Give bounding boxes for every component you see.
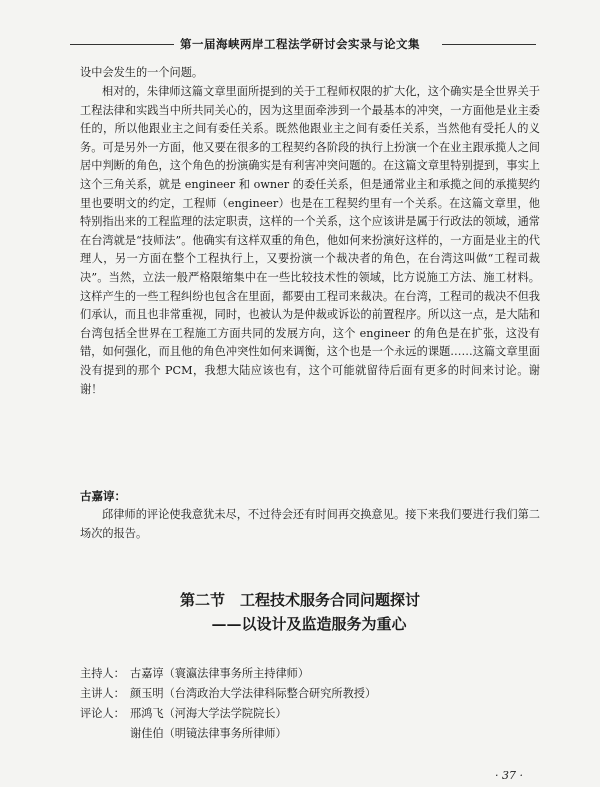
commentator-name-1: 邢鸿飞（河海大学法学院院长） [130,707,287,720]
page-number: · 37 · [495,769,523,782]
section-title: 第二节 工程技术服务合同问题探讨 [179,591,420,609]
speaker-label: 主讲人： [80,687,125,700]
moderator-speaker: 古嘉谆： [80,489,126,503]
main-paragraph: 相对的，朱律师这篇文章里面所提到的关于工程师权限的扩大化，这个确实是全世界关于工程法律和实践当中所共同关心的，因为这里面牵涉到一个最基本的冲突，一方面他是业主委任的，所以他跟业主之间有委任关系。既然他跟业主之间有委任关系，当然他有受托人的义务。可是另外一方面，他又要在很多的工程契约各阶段的执行上扮演一个在业主跟承揽人之间居中判断的角色，这个角色的扮演确实是有利害冲突问题的。在这篇文章里特别提到，事实上这个三角关系，就是 engineer 和 owner 的委任关系，但是通常业主和承揽之间的承揽契约里也要明文的约定，工程师（engineer）也是在工程契约里有一个关系。在这篇文章里，他特别指出来的工程监理的法定职责，这样的一个关系，这个应该讲是属于行政法的领域，通常在台湾就是“技师法”。他确实有这样双重的角色，他如何来扮演好这样的，一方面是业主的代理人，另一方面在整个工程执行上，又要扮演一个裁决者的角色，在台湾这叫做“工程司裁决”。当然，立法一般严格限缩集中在一些比较技术性的领域，比方说施工方法、施工材料。这样产生的一些工程纠纷也包含在里面，都要由工程司来裁决。在台湾，工程司的裁决不但我们承认，而且也非常重视，同时，也被认为是仲裁或诉讼的前置程序。所以这一点，是大陆和台湾包括全世界在工程施工方面共同的发展方向，这个 engineer 的角色是在扩张，这没有错，如何强化，而且他的角色冲突性如何来调衡，这个也是一个永远的课题……这篇文章里面没有提到的那个 PCM，我想大陆应该也有，这个可能就留待后面有更多的时间来讨论。谢谢！ [80,85,540,396]
host-row [80,664,376,684]
commentator-row-2 [80,724,376,744]
commentator-name-2: 谢佳伯（明镜法律事务所律师） [130,727,287,740]
host-label: 主持人： [80,667,125,680]
speaker-name: 颜玉明（台湾政治大学法律科际整合研究所教授） [130,687,377,700]
commentator-row [80,704,376,724]
running-header [0,36,600,52]
running-header-text: 第一届海峡两岸工程法学研讨会实录与论文集 [174,37,426,51]
moderator-paragraph: 邱律师的评论使我意犹未尽，不过待会还有时间再交换意见。接下来我们要进行我们第二场次的报告。 [80,508,540,540]
commentator-label: 评论人： [80,707,125,720]
participants-list [80,664,376,744]
speaker-row [80,684,376,704]
host-name: 古嘉谆（寰瀛法律事务所主持律师） [130,667,310,680]
continuation-line: 设中会发生的一个问题。 [80,66,204,79]
section-subtitle: ——以设计及监造服务为重心 [211,615,407,633]
